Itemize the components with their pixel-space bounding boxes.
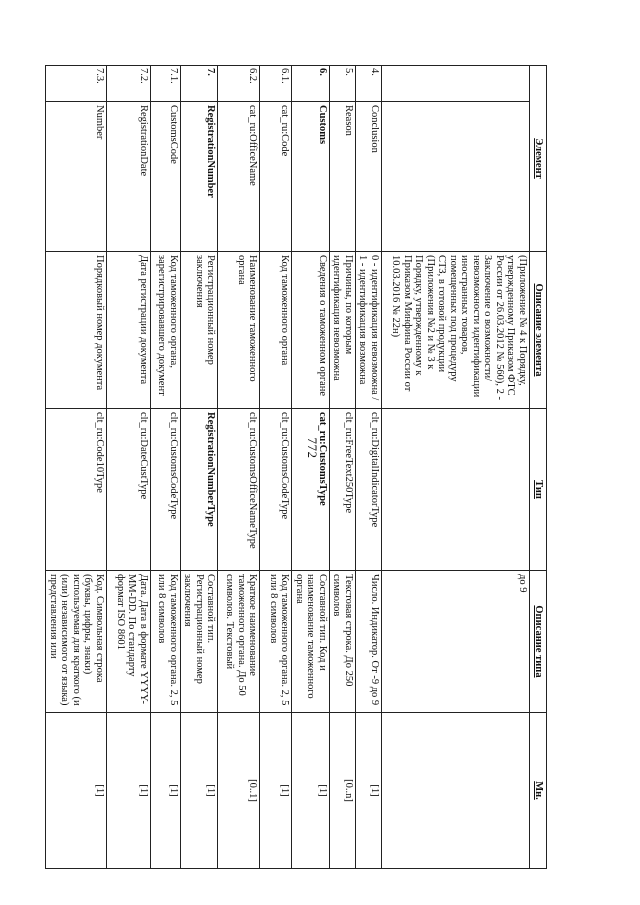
table-row: [107, 66, 151, 869]
table-header-row: [530, 66, 547, 869]
table-row: [46, 66, 107, 869]
element-name: [382, 102, 530, 252]
type-description: Код. Символьная строка (буквы, цифры, знаки) используемая для краткого (и (или) независимого от языка) представления или: [46, 571, 107, 713]
row-index: [382, 66, 530, 102]
header-element: Элемент: [530, 66, 547, 252]
cardinality: [1]: [46, 713, 107, 869]
table-row: [330, 66, 356, 869]
header-type: Тип: [530, 409, 547, 571]
table-row: [292, 66, 330, 869]
cardinality: [1]: [181, 713, 219, 869]
element-name: Conclusion: [356, 102, 382, 252]
header-type-description: Описание типа: [530, 571, 547, 713]
row-index: 6.2.: [218, 66, 260, 102]
type-description: до 9: [382, 571, 530, 713]
cardinality: [1]: [260, 713, 292, 869]
element-type: [382, 409, 530, 571]
table-row: [356, 66, 382, 869]
table-row: [218, 66, 260, 869]
element-name: cat_ru:OfficeName: [218, 102, 260, 252]
element-name: cat_ru:Code: [260, 102, 292, 252]
row-index: 7.3.: [46, 66, 107, 102]
element-name: CustomsCode: [151, 102, 181, 252]
element-name: RegistrationDate: [107, 102, 151, 252]
row-index: 7.2.: [107, 66, 151, 102]
element-description: Код таможенного органа, зарегистрировавшего документ: [151, 252, 181, 409]
element-type: RegistrationNumberType: [181, 409, 219, 571]
element-description: Наименование таможенного органа: [218, 252, 260, 409]
element-type: clt_ru:CustomsOfficeNameType: [218, 409, 260, 571]
row-index: 5.: [330, 66, 356, 102]
element-description: (Приложение № 4 к Порядку, утвержденному Приказом ФТС России от 26.03.2012 № 560), 2 - Заключение о возможности/невозможности идентификации иностранных товаров, помещенных под процедуру СТЗ, в готовой продукции (Приложения №2 и № 3 к Порядку, утвержденному к Приказом Минфина России от 10.03.2016 № 22н): [382, 252, 530, 409]
element-description: Дата регистрации документа: [107, 252, 151, 409]
cardinality: [1]: [151, 713, 181, 869]
element-type: cat_ru:CustomsType: [292, 409, 330, 571]
element-name: RegistrationNumber: [181, 102, 219, 252]
row-index: 7.: [181, 66, 219, 102]
type-description: Составной тип. Код и наименование таможенного органа: [292, 571, 330, 713]
row-index: 4.: [356, 66, 382, 102]
header-cardinality: Мн.: [530, 713, 547, 869]
type-description: Код таможенного органа. 2, 5 или 8 символов: [151, 571, 181, 713]
element-type: clt_ru:FreeText250Type: [330, 409, 356, 571]
element-type: clt_ru:CustomsCodeType: [151, 409, 181, 571]
element-type: clt_ru:DateCustType: [107, 409, 151, 571]
document-table: [48, 65, 547, 868]
element-type: clt_ru:Code10Type: [46, 409, 107, 571]
type-description: Дата. Дата в формате YYYY-MM-DD. По стандарту формат ISO 8601: [107, 571, 151, 713]
cardinality: [1]: [107, 713, 151, 869]
type-description: Краткое наименование таможенного органа. До 50 символов. Текстовый: [218, 571, 260, 713]
element-name: Reason: [330, 102, 356, 252]
table-row: [382, 66, 530, 869]
element-description: Код таможенного органа: [260, 252, 292, 409]
type-description: Число. Индикатор. От -9 до 9: [356, 571, 382, 713]
table-row: [151, 66, 181, 869]
header-description: Описание элемента: [530, 252, 547, 409]
element-description: Регистрационный номер заключения: [181, 252, 219, 409]
row-index: 7.1.: [151, 66, 181, 102]
element-description: Порядковый номер документа: [46, 252, 107, 409]
element-type: clt_ru:DigitalIndicatorType: [356, 409, 382, 571]
element-description: Причины, по которым идентификация невозможна: [330, 252, 356, 409]
type-description: Текстовая строка. До 250 символов: [330, 571, 356, 713]
element-description: 0 - идентификация невозможна / 1 - идентификация возможна: [356, 252, 382, 409]
cardinality: [0..1]: [218, 713, 260, 869]
cardinality: [0..n]: [330, 713, 356, 869]
row-index: 6.: [292, 66, 330, 102]
element-description: Сведения о таможенном органе: [292, 252, 330, 409]
table-row: [260, 66, 292, 869]
table-row: [181, 66, 219, 869]
element-name: Customs: [292, 102, 330, 252]
cardinality: [1]: [292, 713, 330, 869]
element-type: clt_ru:CustomsCodeType: [260, 409, 292, 571]
element-name: Number: [46, 102, 107, 252]
cardinality: [382, 713, 530, 869]
row-index: 6.1.: [260, 66, 292, 102]
page-number: 772: [305, 437, 320, 459]
type-description: Составной тип. Регистрационный номер заключения: [181, 571, 219, 713]
type-description: Код таможенного органа. 2, 5 или 8 символов: [260, 571, 292, 713]
cardinality: [1]: [356, 713, 382, 869]
